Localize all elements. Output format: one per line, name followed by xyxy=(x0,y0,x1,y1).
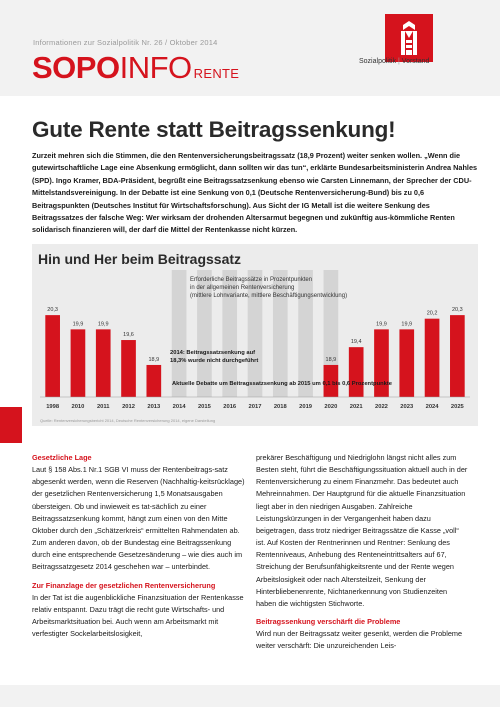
x-tick-label: 2014 xyxy=(172,404,186,410)
chart-bar xyxy=(450,315,465,397)
logo-caption xyxy=(359,58,429,65)
x-tick-label: 2024 xyxy=(425,404,439,410)
chart-bar xyxy=(121,340,136,397)
footer-band xyxy=(0,685,500,707)
chart-subtitle-line: in der allgemeinen Rentenversicherung xyxy=(190,285,295,291)
value-label: 19,9 xyxy=(376,321,387,328)
x-tick-label: 2017 xyxy=(248,404,262,410)
chart-subtitle-line: Erforderliche Beitragssätze in Prozentpunkten xyxy=(190,277,313,283)
value-label: 18,9 xyxy=(148,356,160,363)
x-tick-label: 2016 xyxy=(223,404,237,410)
paragraph-beitragssenkung: Wird nun der Beitragssatz weiter gesenkt, werden die Probleme weiter verschärft: Die unzureichenden Leis- xyxy=(256,629,463,651)
debate-column xyxy=(298,270,313,397)
value-label: 19,4 xyxy=(350,339,362,346)
issue-line: Informationen zur Sozialpolitik Nr. 26 / Oktober 2014 xyxy=(33,38,218,47)
value-label: 20,2 xyxy=(426,310,438,317)
chart-bar xyxy=(399,329,414,397)
x-tick-label: 2022 xyxy=(375,404,388,410)
caption-vorstand: Vorstand xyxy=(401,58,430,65)
value-label: 19,6 xyxy=(123,332,134,339)
left-column xyxy=(32,452,245,646)
heading-beitragssenkung: Beitragssenkung verschärft die Probleme xyxy=(256,617,401,627)
annotation-2014: 18,3% wurde nicht durchgeführt xyxy=(170,358,259,364)
x-tick-label: 2011 xyxy=(96,404,110,410)
heading-gesetzliche-lage: Gesetzliche Lage xyxy=(32,453,92,462)
x-tick-label: 2025 xyxy=(450,404,464,410)
paragraph-finanzlage: In der Tat ist die augenblickliche Finanzsituation der Rentenkasse relativ entspannt. Dazu trägt die recht gute Wirtschafts- und Arbeitsmarktsituation bei. Auch wenn am Arbeitsmarkt mit verfestigter Sockelarbeitslosigkeit, xyxy=(32,592,244,639)
x-tick-label: 2023 xyxy=(400,404,414,410)
chart-bar xyxy=(96,329,111,397)
brand-sopo: SOPO xyxy=(32,50,120,85)
article-lead: Zurzeit mehren sich die Stimmen, die den Rentenversicherungsbeitragssatz (18,9 Prozent) weiter senken wollen. „Wenn die gutewirtschaftliche Lage eine Absenkung ermöglicht, dann sollten wir das tun“, erklärte Bundesarbeitsministerin Andrea Nahles (SPD). Ingo Kramer, BDA-Präsident, begrüßt eine Beitragssatzsenkung ebenso wie Carsten Linnemann, der Sprecher der CDU-Mittelstandsvereinigung. In der Debatte ist eine Senkung von 0,1 (Deutsche Rentenversicherung-Bund) bis zu 0,6 Beitragspunkten (Deutsches Institut für Wirtschaftsforschung). Aus Sicht der IG Metall ist die weitere Senkung des Beitragssatzes der falsche Weg: Wer wirksam der drohenden Altersarmut begegnen und zukünftig aus-kömmliche Renten solidarisch finanzieren will, der darf die Mittel der Rentenkasse nicht kürzen. xyxy=(32,151,478,235)
x-tick-label: 2010 xyxy=(71,404,85,410)
chart-panel xyxy=(32,244,478,426)
article-title: Gute Rente statt Beitragssenkung! xyxy=(32,117,396,142)
x-tick-label: 2020 xyxy=(324,404,338,410)
beitragssatz-chart xyxy=(32,244,478,426)
value-label: 19,9 xyxy=(97,321,109,328)
caption-sozialpolitik: Sozialpolitik xyxy=(359,58,396,65)
paragraph-beschaeftigung: prekärer Beschäftigung und Niedriglohn längst nicht alles zum Besten steht, führt die Beschäftigungssituation aktuell auch in der Rentenversicherung zu einem Finanzmehr. Das bedeutet auch Mehreinnahmen. Der Hauptgrund für die aktuelle Finanzsituation liegt aber in den niedrigen Ausgaben. Zahlreiche Leistungskürzungen in der Vergangenheit haben dazu beigetragen, dass trotz niedriger Beitragssätze die Kasse „voll“ ist. Auf Kosten der Rentnerinnen und Rentner: Senkung des Rentenniveaus, Anhebung des Renteneintrittsalters auf 67, Streichung der Berufsunfähigkeitsrente und der Rente wegen Arbeitslosigkeit oder nach Altersteilzeit, Senkung der Hinterbliebenenrente, Nichtanerkennung von Studienzeiten haben die wichtigsten Stichworte. xyxy=(256,453,468,608)
annotation-2014: 2014: Beitragssatzsenkung auf xyxy=(170,350,256,356)
value-label: 20,3 xyxy=(47,307,59,314)
value-label: 20,3 xyxy=(451,307,463,314)
value-label: 19,9 xyxy=(72,321,84,328)
x-tick-label: 2015 xyxy=(197,404,211,410)
masthead xyxy=(0,0,500,96)
brand-title xyxy=(32,50,239,84)
annotation-debate: Aktuelle Debatte um Beitragssatzsenkung ab 2015 um 0,1 bis 0,6 Prozentpunkte xyxy=(172,381,393,387)
value-label: 19,9 xyxy=(401,321,413,328)
x-tick-label: 2013 xyxy=(147,404,161,410)
debate-column xyxy=(172,270,187,397)
chart-bar xyxy=(146,365,161,397)
x-tick-label: 2019 xyxy=(299,404,313,410)
x-tick-label: 2018 xyxy=(273,404,287,410)
x-tick-label: 2021 xyxy=(349,404,363,410)
value-label: 18,9 xyxy=(325,356,337,363)
heading-finanzlage: Zur Finanzlage der gesetzlichen Rentenversicherung xyxy=(32,580,216,590)
brand-rente: RENTE xyxy=(193,66,240,81)
chart-source: Quelle: Rentenversicherungsbericht 2014, Deutsche Rentenversicherung 2014, eigene Darstellung xyxy=(40,418,216,423)
chart-subtitle-line: (mittlere Lohnvariante, mittlere Beschäftigungsentwicklung) xyxy=(190,293,348,299)
x-tick-label: 2012 xyxy=(122,404,135,410)
brand-info: INFO xyxy=(119,50,192,85)
ig-metall-logo xyxy=(385,14,433,62)
chart-title: Hin und Her beim Beitragssatz xyxy=(38,251,242,267)
paragraph-gesetzliche-lage: Laut § 158 Abs.1 Nr.1 SGB VI muss der Rentenbeitrags-satz abgesenkt werden, wenn die Reserven (Nachhaltig-keitsrücklage) der gesetzlichen Rentenversicherung 1,5 Monatsausgaben übersteigen. Ob und inwieweit es tat-sächlich zu einer Beitragssatzsenkung kommt, hängt zum einen von den Mitte Oktober durch den „Schätzerkreis“ ermittelten Rahmendaten ab. Zum anderen davon, ob der Bundestag eine Beitragssenkung durch eine entsprechende Gesetzesänderung – wie dies auch im Beitragssatzgesetz 2014 geschehen war – unterbindet. xyxy=(32,465,245,572)
side-accent-strip xyxy=(0,407,22,443)
right-column xyxy=(256,452,469,659)
chart-bar xyxy=(71,329,86,397)
chart-bar xyxy=(349,347,364,397)
caption-separator: | xyxy=(397,58,400,65)
chart-bar xyxy=(425,319,440,397)
x-tick-label: 1998 xyxy=(46,404,60,410)
chart-bar xyxy=(45,315,60,397)
